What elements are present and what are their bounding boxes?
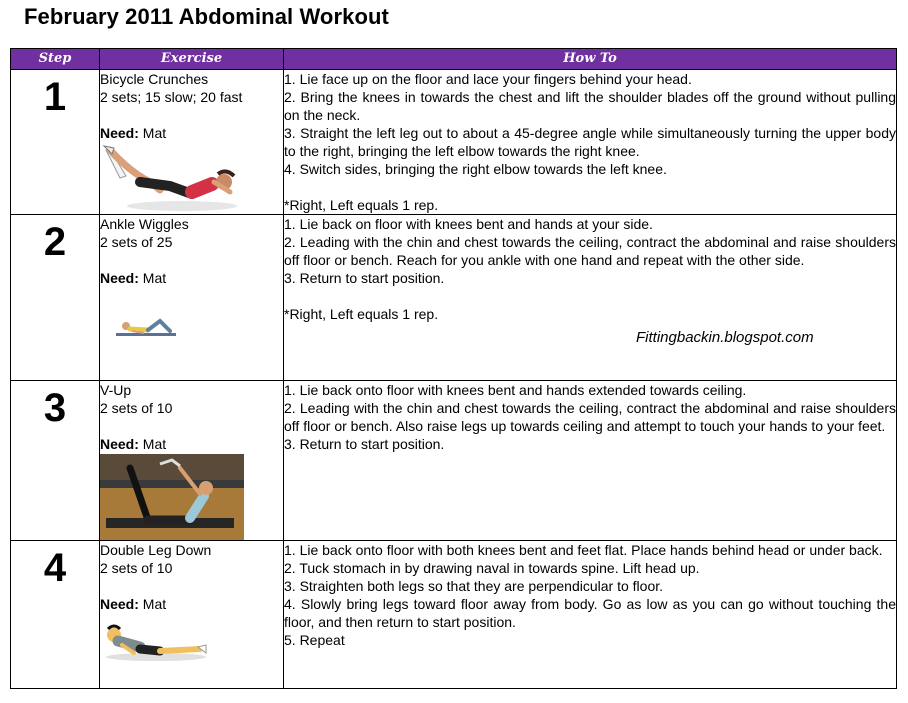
need-label: Need: (100, 270, 139, 286)
instruction-line: 3. Return to start position. (284, 270, 445, 286)
exercise-cell (100, 70, 284, 215)
exercise-name: V-Up (100, 382, 132, 398)
exercise-name: Ankle Wiggles (100, 216, 189, 232)
step-cell (11, 215, 100, 381)
instruction-line: 1. Lie back onto floor with knees bent and hands extended towards ceiling. (284, 382, 747, 398)
exercise-cell (100, 381, 284, 541)
equipment-needed (100, 595, 283, 613)
bicycle-crunch-image (100, 142, 240, 214)
exercise-sets: 2 sets; 15 slow; 20 fast (100, 89, 243, 105)
instructions-cell (284, 215, 897, 381)
blog-credit: Fittingbackin.blogspot.com (636, 329, 814, 346)
page-title: February 2011 Abdominal Workout (24, 4, 389, 29)
exercise-cell (100, 541, 284, 689)
header-how-to: How To (284, 49, 897, 70)
header-exercise: Exercise (100, 49, 284, 70)
table-row (11, 70, 897, 215)
table-header-row (11, 49, 897, 70)
exercise-name: Bicycle Crunches (100, 71, 209, 87)
need-value: Mat (138, 596, 167, 612)
exercise-cell (100, 215, 284, 381)
exercise-sets: 2 sets of 10 (100, 560, 173, 576)
step-cell (11, 541, 100, 689)
instruction-line: 2. Leading with the chin and chest towards the ceiling, contract the abdominal and raise shoulders off floor or bench. Reach for you ankle with one hand and repeat with the other side. (284, 234, 896, 268)
step-cell (11, 70, 100, 215)
workout-table (10, 48, 897, 689)
instructions-cell (284, 70, 897, 215)
need-label: Need: (100, 436, 139, 452)
table-row (11, 541, 897, 689)
equipment-needed (100, 269, 283, 287)
instructions-cell (284, 541, 897, 689)
instruction-line: 2. Bring the knees in towards the chest and lift the shoulder blades off the ground without pulling on the neck. (284, 89, 896, 123)
step-number: 3 (43, 386, 67, 430)
exercise-sets: 2 sets of 10 (100, 400, 173, 416)
equipment-needed (100, 435, 283, 453)
instruction-line: 5. Repeat (284, 632, 345, 648)
table-row (11, 381, 897, 541)
need-label: Need: (100, 596, 139, 612)
instruction-line: 3. Straighten both legs so that they are perpendicular to floor. (284, 578, 664, 594)
rep-note: *Right, Left equals 1 rep. (284, 306, 439, 322)
instruction-line: 3. Return to start position. (284, 436, 445, 452)
ankle-wiggles-image (114, 311, 194, 341)
header-step: Step (11, 49, 100, 70)
step-number: 2 (43, 220, 67, 264)
instruction-line: 1. Lie back onto floor with both knees bent and feet flat. Place hands behind head or under back. (284, 542, 883, 558)
instruction-line: 4. Slowly bring legs toward floor away from body. Go as low as you can go without touching the floor, and then return to start position. (284, 596, 896, 630)
rep-note: *Right, Left equals 1 rep. (284, 197, 439, 213)
exercise-sets: 2 sets of 25 (100, 234, 173, 250)
instruction-line: 1. Lie face up on the floor and lace your fingers behind your head. (284, 71, 692, 87)
instruction-line: 4. Switch sides, bringing the right elbow towards the left knee. (284, 161, 667, 177)
exercise-name: Double Leg Down (100, 542, 212, 558)
need-value: Mat (138, 125, 167, 141)
table-row (11, 215, 897, 381)
instruction-line: 2. Tuck stomach in by drawing naval in towards spine. Lift head up. (284, 560, 700, 576)
instruction-line: 3. Straight the left leg out to about a 45-degree angle while simultaneously turning the upper body to the right, bringing the left elbow towards the right knee. (284, 125, 896, 159)
instructions-cell (284, 381, 897, 541)
step-number: 1 (43, 75, 67, 119)
equipment-needed (100, 124, 283, 142)
step-cell (11, 381, 100, 541)
double-leg-down-image (100, 617, 210, 663)
instruction-line: 1. Lie back on floor with knees bent and hands at your side. (284, 216, 653, 232)
need-label: Need: (100, 125, 139, 141)
instruction-line: 2. Leading with the chin and chest towards the ceiling, contract the abdominal and raise shoulders off floor or bench. Also raise legs up towards ceiling and attempt to touch your hands to your feet. (284, 400, 896, 434)
step-number: 4 (43, 546, 67, 590)
v-up-photo (100, 454, 244, 540)
need-value: Mat (138, 436, 167, 452)
need-value: Mat (138, 270, 167, 286)
